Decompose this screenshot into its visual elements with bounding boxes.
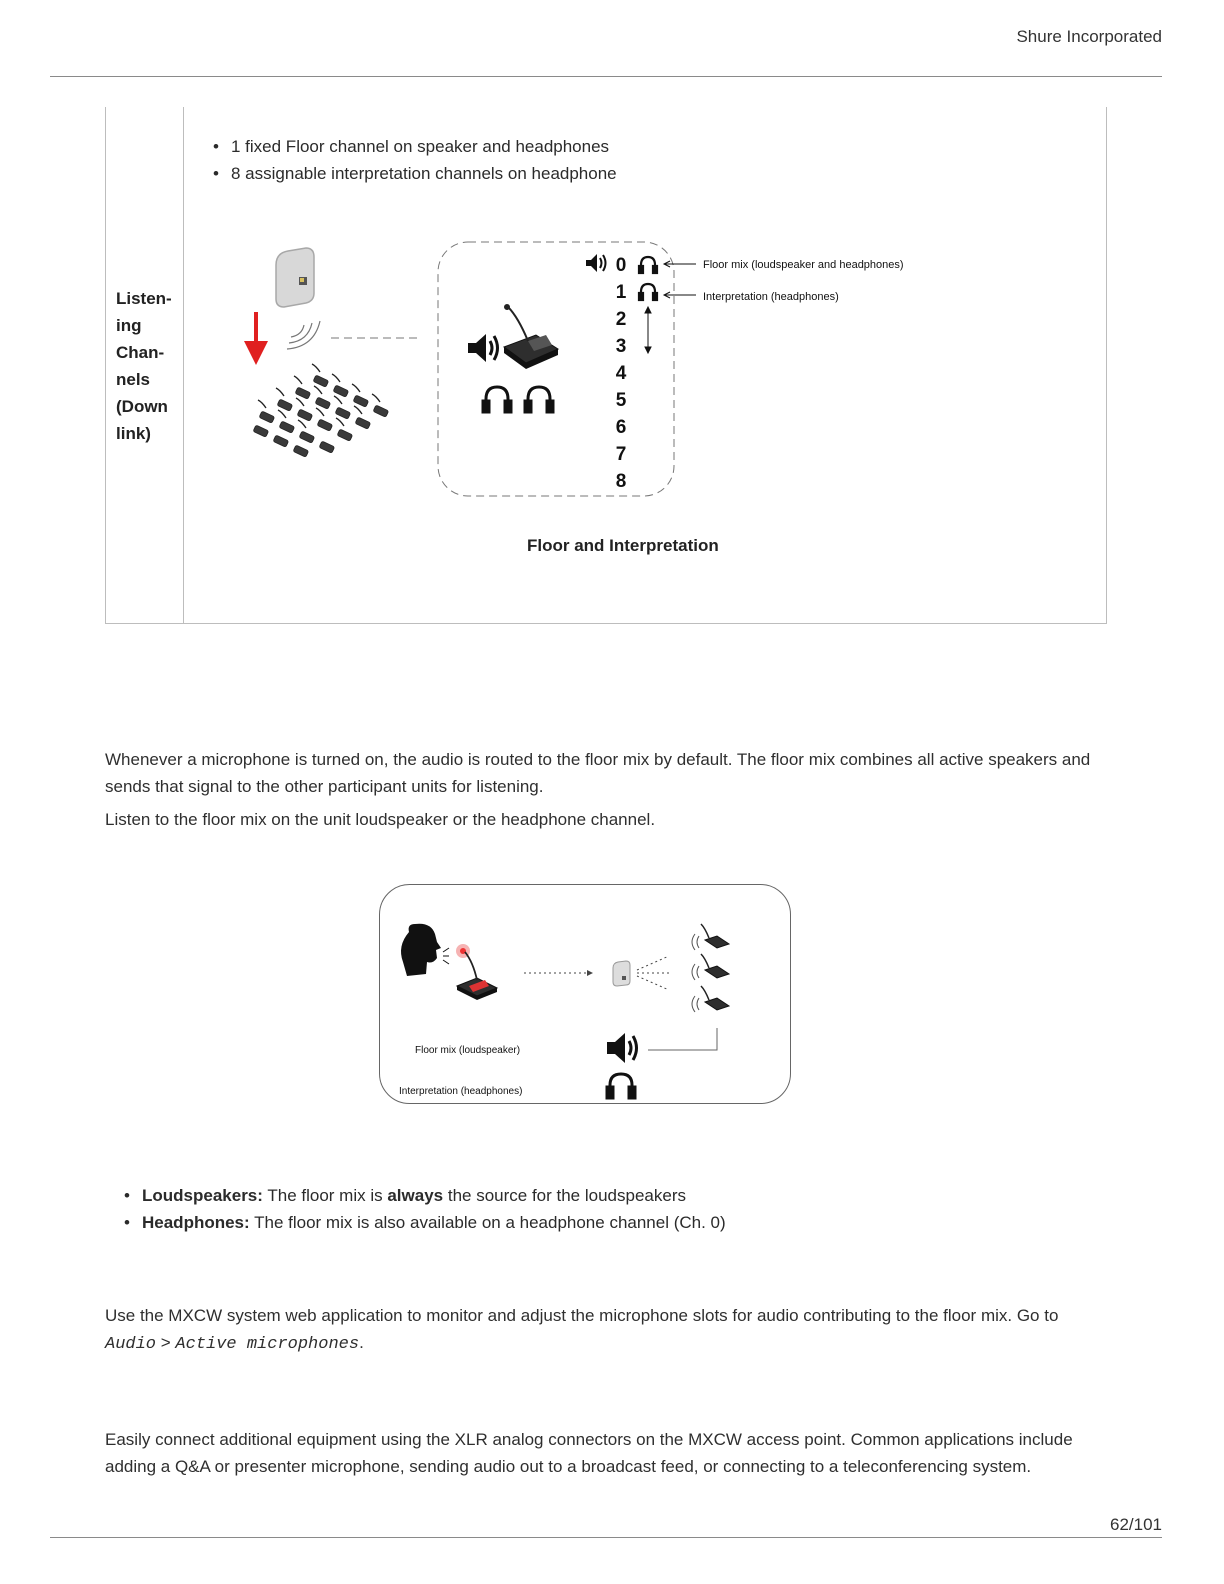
row-label-line: Listen- — [116, 289, 172, 308]
channel-number: 2 — [615, 309, 627, 330]
downlink-arrow-icon — [244, 312, 268, 365]
delegate-units-cluster-icon — [253, 375, 389, 457]
list-item: • 8 assignable interpretation channels on headphone — [213, 160, 617, 187]
assignable-range-arrow-icon — [645, 307, 651, 353]
row-label-line: link) — [116, 424, 151, 443]
menu-path-separator: > — [160, 1333, 171, 1352]
list-item — [124, 1209, 726, 1236]
paragraph-text: Use the MXCW system web application to monitor and adjust the microphone slots for audio contributing to the floor mix. Go to — [105, 1306, 1059, 1325]
row-label-line: (Down — [116, 397, 168, 416]
channel-list — [616, 255, 627, 492]
channel-number: 8 — [615, 471, 627, 492]
channel-number: 0 — [615, 255, 627, 276]
bullet-text: The floor mix is — [267, 1186, 383, 1205]
list-item — [124, 1182, 726, 1209]
loudspeaker-icon — [468, 334, 498, 362]
headphones-icon — [483, 387, 511, 412]
menu-path-audio: Audio — [105, 1335, 157, 1354]
floor-mix-paragraph: Whenever a microphone is turned on, the audio is routed to the floor mix by default. The floor mix combines all active speakers and sends that signal to the other participant units for listening. — [105, 750, 1091, 796]
bullet-emphasis: always — [387, 1186, 444, 1205]
row-label-line: Chan- — [116, 343, 165, 362]
floor-speaker-icon — [586, 254, 606, 272]
figure-caption: Floor and Interpretation — [527, 536, 719, 555]
channel-number: 7 — [615, 444, 627, 465]
interpretation-label: Interpretation (headphones) — [703, 291, 839, 303]
listen-paragraph: Listen to the floor mix on the unit loudspeaker or the headphone channel. — [105, 810, 656, 829]
table-column-divider — [183, 107, 184, 623]
interpretation-headphones-label: Interpretation (headphones) — [399, 1086, 523, 1097]
menu-path-active-microphones: Active microphones — [175, 1335, 360, 1354]
bullet-term: Headphones: — [142, 1213, 250, 1232]
floor-interpretation-diagram — [236, 237, 936, 507]
channel-number: 6 — [615, 417, 627, 438]
row-label-line: ing — [116, 316, 142, 335]
header-company: Shure Incorporated — [1016, 27, 1162, 46]
list-item: • 1 fixed Floor channel on speaker and headphones — [213, 133, 617, 160]
page-number: 62/101 — [1110, 1515, 1162, 1534]
channel-number: 1 — [615, 282, 627, 303]
paragraph-end: . — [359, 1333, 364, 1352]
channel-number: 5 — [615, 390, 627, 411]
bullet-text: The floor mix is also available on a headphone channel (Ch. 0) — [254, 1213, 726, 1232]
floor-mix-loudspeaker-label: Floor mix (loudspeaker) — [415, 1045, 521, 1056]
row-label — [116, 285, 180, 447]
channel-bullets — [213, 133, 617, 187]
floor-mix-label: Floor mix (loudspeaker and headphones) — [703, 259, 904, 271]
web-app-paragraph — [105, 1302, 1105, 1358]
output-bullets — [124, 1182, 726, 1236]
channels-table — [105, 107, 1107, 624]
bullet-term: Loudspeakers: — [142, 1186, 263, 1205]
wireless-signal-icon — [287, 321, 320, 349]
header-rule — [50, 76, 1162, 77]
access-point-icon — [613, 961, 630, 986]
footer-rule — [50, 1537, 1162, 1538]
row-label-line: nels — [116, 370, 151, 389]
xlr-paragraph: Easily connect additional equipment using the XLR analog connectors on the MXCW access point. Common applications include adding a Q&A or presenter microphone, sending audio out to a broadcast feed, or connecting to a teleconferencing system. — [105, 1430, 1073, 1476]
bullet-text: the source for the loudspeakers — [447, 1186, 686, 1205]
channel-number: 3 — [615, 336, 627, 357]
channel-number: 4 — [615, 363, 627, 384]
headphones-icon — [639, 257, 657, 273]
delegate-unit-icon — [504, 304, 558, 369]
access-point-icon — [276, 248, 314, 307]
callout-arrows — [664, 261, 696, 298]
floor-mix-diagram — [379, 884, 791, 1104]
headphones-icon — [639, 284, 657, 300]
headphones-icon — [525, 387, 553, 412]
